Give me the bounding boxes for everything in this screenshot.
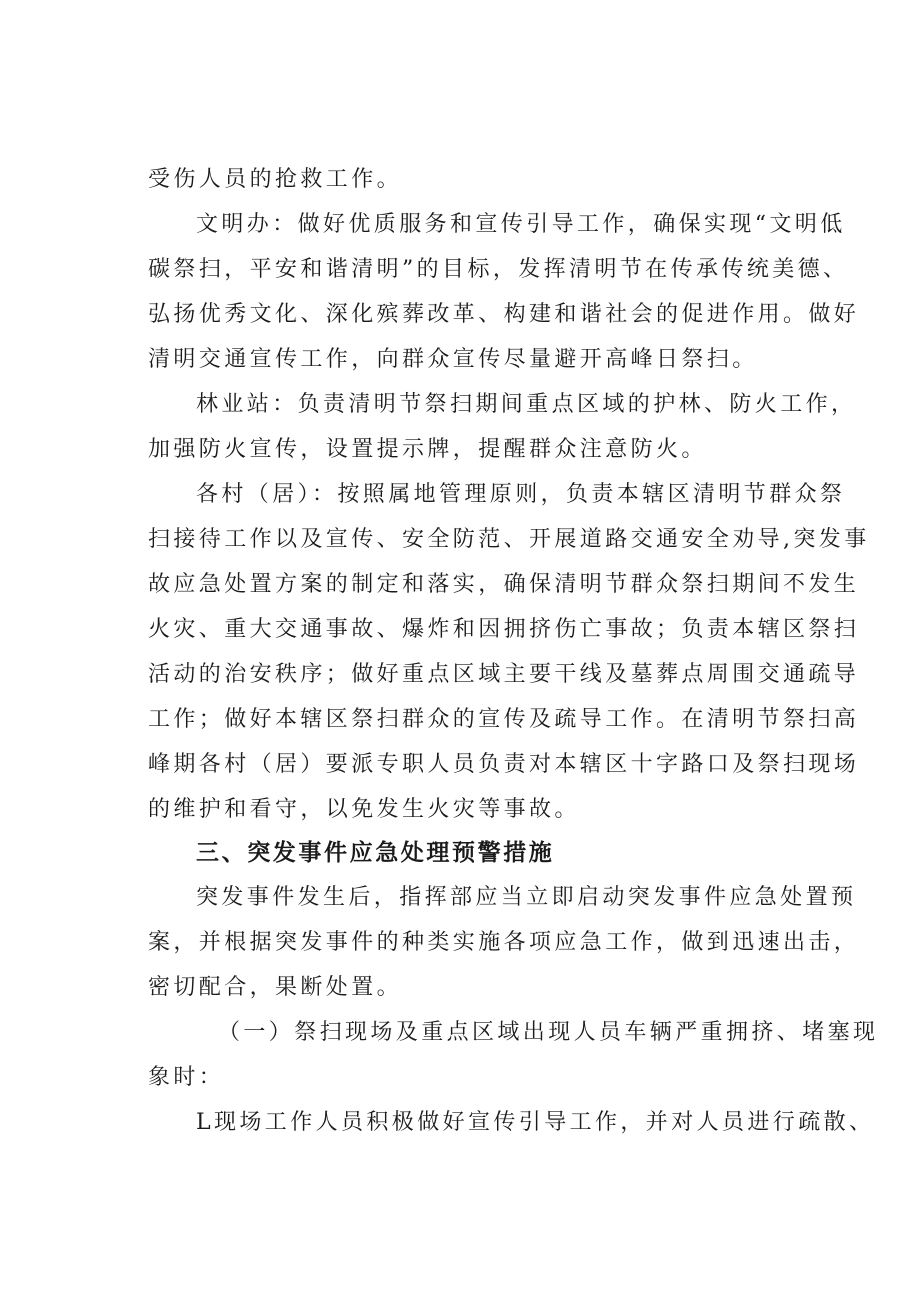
text-line: 故应急处置方案的制定和落实，确保清明节群众祭扫期间不发生 <box>148 572 860 597</box>
text-line: 扫接待工作以及宣传、安全防范、开展道路交通安全劝导,突发事 <box>148 527 870 552</box>
text-line: 碳祭扫，平安和谐清明”的目标，发挥清明节在传承传统美德、 <box>148 257 849 282</box>
text-line: 受伤人员的抢救工作。 <box>148 167 403 192</box>
paragraph-forestry-station: 林业站：负责清明节祭扫期间重点区域的护林、防火工作， <box>196 392 857 417</box>
list-item: L现场工作人员积极做好宣传引导工作，并对人员进行疏散、 <box>196 1110 875 1135</box>
text-line: 峰期各村（居）要派专职人员负责对本辖区十字路口及祭扫现场 <box>148 752 860 777</box>
subsection-heading: （一）祭扫现场及重点区域出现人员车辆严重拥挤、堵塞现 <box>218 1020 879 1045</box>
text-line: 清明交通宣传工作，向群众宣传尽量避开高峰日祭扫。 <box>148 347 758 372</box>
text-line: 密切配合，果断处置。 <box>148 975 403 1000</box>
text-line: 的维护和看守，以免发生火灾等事故。 <box>148 797 580 822</box>
text-line: 象时： <box>148 1065 225 1090</box>
text-line: 案，并根据突发事件的种类实施各项应急工作，做到迅速出击， <box>148 930 860 955</box>
text-line: 火灾、重大交通事故、爆炸和因拥挤伤亡事故；负责本辖区祭扫 <box>148 617 860 642</box>
section-heading: 三、突发事件应急处理预警措施 <box>196 840 555 866</box>
paragraph-emergency: 突发事件发生后，指挥部应当立即启动突发事件应急处置预 <box>196 885 857 910</box>
text-line: 弘扬优秀文化、深化殡葬改革、构建和谐社会的促进作用。做好 <box>148 302 860 327</box>
paragraph-villages: 各村（居）：按照属地管理原则，负责本辖区清明节群众祭 <box>196 482 846 507</box>
text-line: 工作；做好本辖区祭扫群众的宣传及疏导工作。在清明节祭扫高 <box>148 707 860 732</box>
text-line: 活动的治安秩序；做好重点区域主要干线及墓葬点周围交通疏导 <box>148 662 860 687</box>
paragraph-civilization-office: 文明办：做好优质服务和宣传引导工作，确保实现“文明低 <box>196 212 846 237</box>
text-line: 加强防火宣传，设置提示牌，提醒群众注意防火。 <box>148 437 707 462</box>
